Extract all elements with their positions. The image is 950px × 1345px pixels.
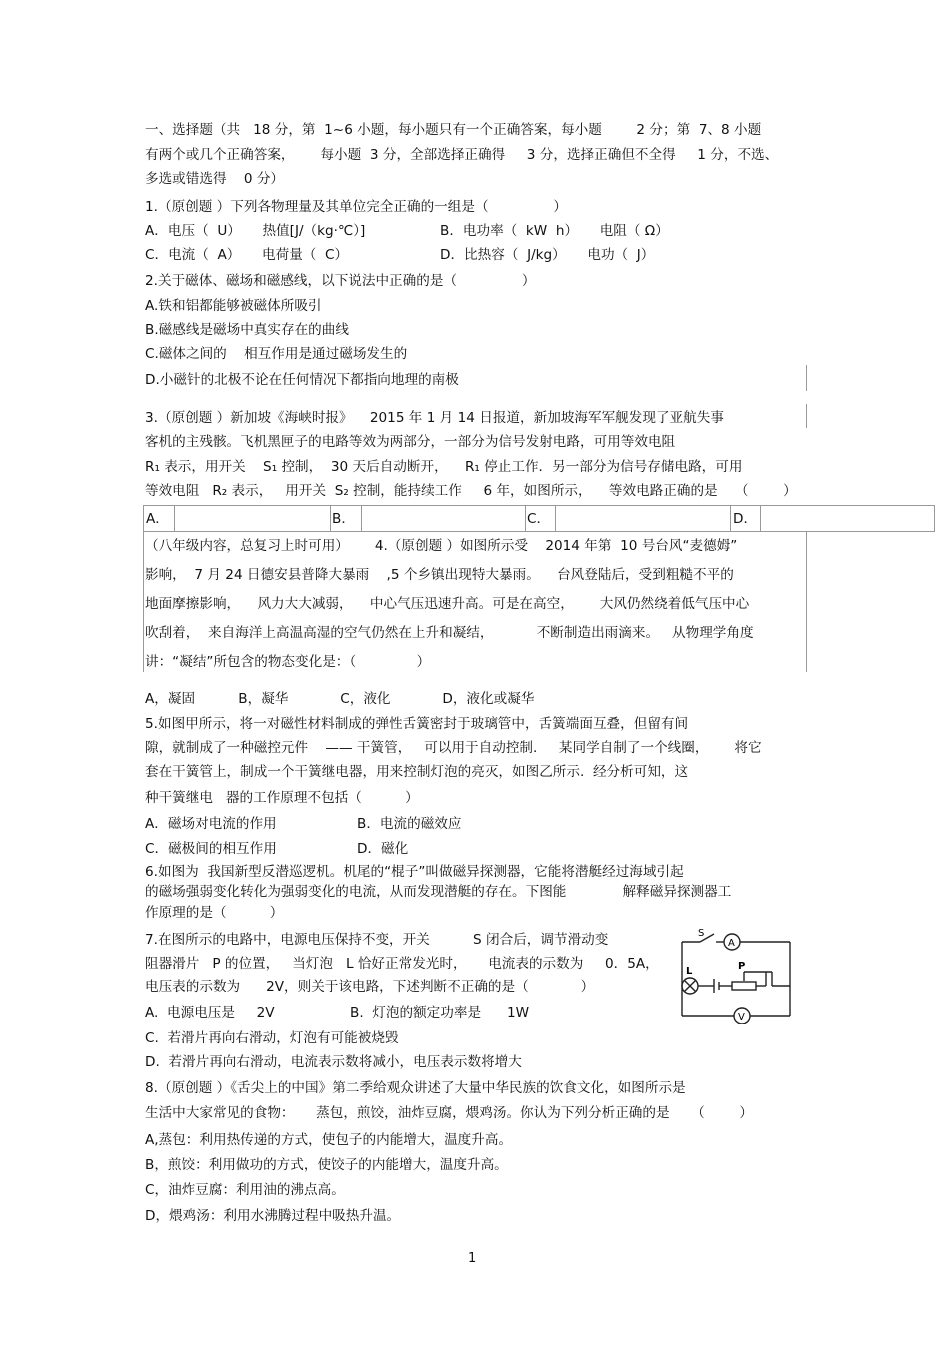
circuit-diagram [672,924,797,1024]
q5-line: 种干簧继电 器的工作原理不包括（ ） [145,790,419,806]
q3-line: 客机的主残骸。飞机黑匣子的电路等效为两部分，一部分为信号发射电路，可用等效电阻 [145,434,676,450]
q2-option-c: C.磁体之间的 相互作用是通过磁场发生的 [145,346,408,362]
q3-option-c: C． [527,511,551,527]
q8-option-c: C，油炸豆腐：利用油的沸点高。 [145,1182,345,1198]
q3-option-d: D． [733,511,758,527]
q2-stem: 2.关于磁体、磁场和磁感线，以下说法中正确的是（ ） [145,273,536,289]
q7-line: 阻器滑片 P 的位置， 当灯泡 L 恰好正常发光时， 电流表的示数为 0．5A， [145,956,659,972]
q5-line: 隙，就制成了一种磁控元件 —— 干簧管， 可以用于自动控制. 某同学自制了一个线圈， 将它 [145,740,762,756]
q8-option-d: D，煨鸡汤：利用水沸腾过程中吸热升温。 [145,1208,401,1224]
q3-option-a: A． [146,511,169,527]
table-border [806,365,807,391]
q6-line: 的磁场强弱变化转化为强弱变化的电流，从而发现潜艇的存在。下图能 解释磁异探测器工 [145,884,732,900]
q4-line: 讲：“凝结”所包含的物态变化是：（ ） [145,654,431,670]
table-border [730,505,731,532]
q8-option-b: B，煎饺：利用做功的方式，使饺子的内能增大，温度升高。 [145,1157,508,1173]
q3-option-b: B． [332,511,355,527]
q4-line: 影响， 7 月 24 日德安县普降大暴雨 ,5 个乡镇出现特大暴雨。 台风登陆后，受到粗糙不平的 [145,567,734,583]
circuit-label-v: V [738,1012,745,1023]
table-border [143,505,144,532]
q7-line: 7.在图所示的电路中，电源电压保持不变，开关 S 闭合后，调节滑动变 [145,932,609,948]
circuit-label-l: L [686,966,693,977]
q3-line: 3.（原创题 ）新加坡《海峡时报》 2015 年 1 月 14 日报道，新加坡海军军舰发现了亚航失事 [145,410,724,426]
table-border [555,505,556,532]
circuit-label-a: A [728,938,735,949]
q1-option-b: B．电功率（ kW h） 电阻（ Ω） [440,223,669,239]
q7-option-b: B. 灯泡的额定功率是 1W [350,1005,530,1021]
q4-line: 地面摩擦影响， 风力大大减弱， 中心气压迅速升高。可是在高空， 大风仍然绕着低气压中心 [145,596,750,612]
table-border [934,505,935,532]
q4-line: 吹刮着， 来自海洋上高温高湿的空气仍然在上升和凝结， 不断制造出雨滴来。 从物理学角度 [145,625,754,641]
rheostat-symbol [732,982,756,990]
table-border [806,532,807,672]
table-border [143,505,935,506]
q5-line: 套在干簧管上，制成一个干簧继电器，用来控制灯泡的亮灭，如图乙所示. 经分析可知，这 [145,764,689,780]
section-header-line: 多选或错选得 0 分） [145,171,285,187]
q5-line: 5.如图甲所示，将一对磁性材料制成的弹性舌簧密封于玻璃管中，舌簧端面互叠，但留有间 [145,716,689,732]
q5-option-d: D．磁化 [357,841,409,857]
table-border [330,505,331,532]
table-border [143,532,144,672]
q1-option-c: C．电流（ A） 电荷量（ C） [145,247,349,263]
q1-option-d: D．比热容（ J/kg） 电功（ J） [440,247,655,263]
table-border [143,531,935,532]
q4-line: （八年级内容，总复习上时可用） 4.（原创题 ）如图所示受 2014 年第 10 号台风“麦德姆” [145,538,738,554]
circuit-label-p: P [738,961,746,972]
q8-line: 生活中大家常见的食物： 蒸包，煎饺，油炸豆腐，煨鸡汤。你认为下列分析正确的是 （ ） [145,1105,753,1121]
q2-option-a: A.铁和铝都能够被磁体所吸引 [145,298,322,314]
q2-option-d: D.小磁针的北极不论在任何情况下都指向地理的南极 [145,372,459,388]
q8-option-a: A,蒸包：利用热传递的方式，使包子的内能增大，温度升高。 [145,1132,513,1148]
q7-option-a: A. 电源电压是 2V [145,1005,275,1021]
q3-line: R₁ 表示，用开关 S₁ 控制， 30 天后自动断开， R₁ 停止工作．另一部分为信号存储电路，可用 [145,459,743,475]
table-border [174,505,175,532]
table-border [525,505,526,532]
section-header-line: 一、选择题（共 18 分，第 1~6 小题，每小题只有一个正确答案，每小题 2 分；第 7、8 小题 [145,122,762,138]
q7-line: 电压表的示数为 2V，则关于该电路，下述判断不正确的是（ ） [145,979,595,995]
circuit-label-s: S [698,928,705,939]
table-border [361,505,362,532]
q1-stem: 1.（原创题 ）下列各物理量及其单位完全正确的一组是（ ） [145,199,567,215]
q8-line: 8.（原创题 ）《舌尖上的中国》第二季给观众讲述了大量中华民族的饮食文化，如图所示是 [145,1080,686,1096]
q5-option-b: B．电流的磁效应 [357,816,462,832]
q5-option-a: A．磁场对电流的作用 [145,816,277,832]
table-border [806,404,807,428]
q1-option-a: A．电压（ U） 热值[J/（kg·℃）] [145,223,366,239]
section-header-line: 有两个或几个正确答案， 每小题 3 分，全部选择正确得 3 分，选择正确但不全得 1 分，不选、 [145,147,779,163]
q2-option-b: B.磁感线是磁场中真实存在的曲线 [145,322,349,338]
q7-option-d: D. 若滑片再向右滑动，电流表示数将减小，电压表示数将增大 [145,1054,522,1070]
q7-option-c: C. 若滑片再向右滑动，灯泡有可能被烧毁 [145,1030,399,1046]
table-border [760,505,761,532]
q4-options: A，凝固 B，凝华 C，液化 D，液化或凝华 [145,691,535,707]
q5-option-c: C．磁极间的相互作用 [145,841,277,857]
q6-line: 6.如图为 我国新型反潜巡逻机。机尾的“棍子”叫做磁异探测器，它能将潜艇经过海域引起 [145,864,684,880]
q3-line: 等效电阻 R₂ 表示， 用开关 S₂ 控制，能持续工作 6 年，如图所示， 等效电路正确的是 （ ） [145,483,797,499]
page-number: 1 [468,1251,477,1266]
q6-line: 作原理的是（ ） [145,905,284,921]
